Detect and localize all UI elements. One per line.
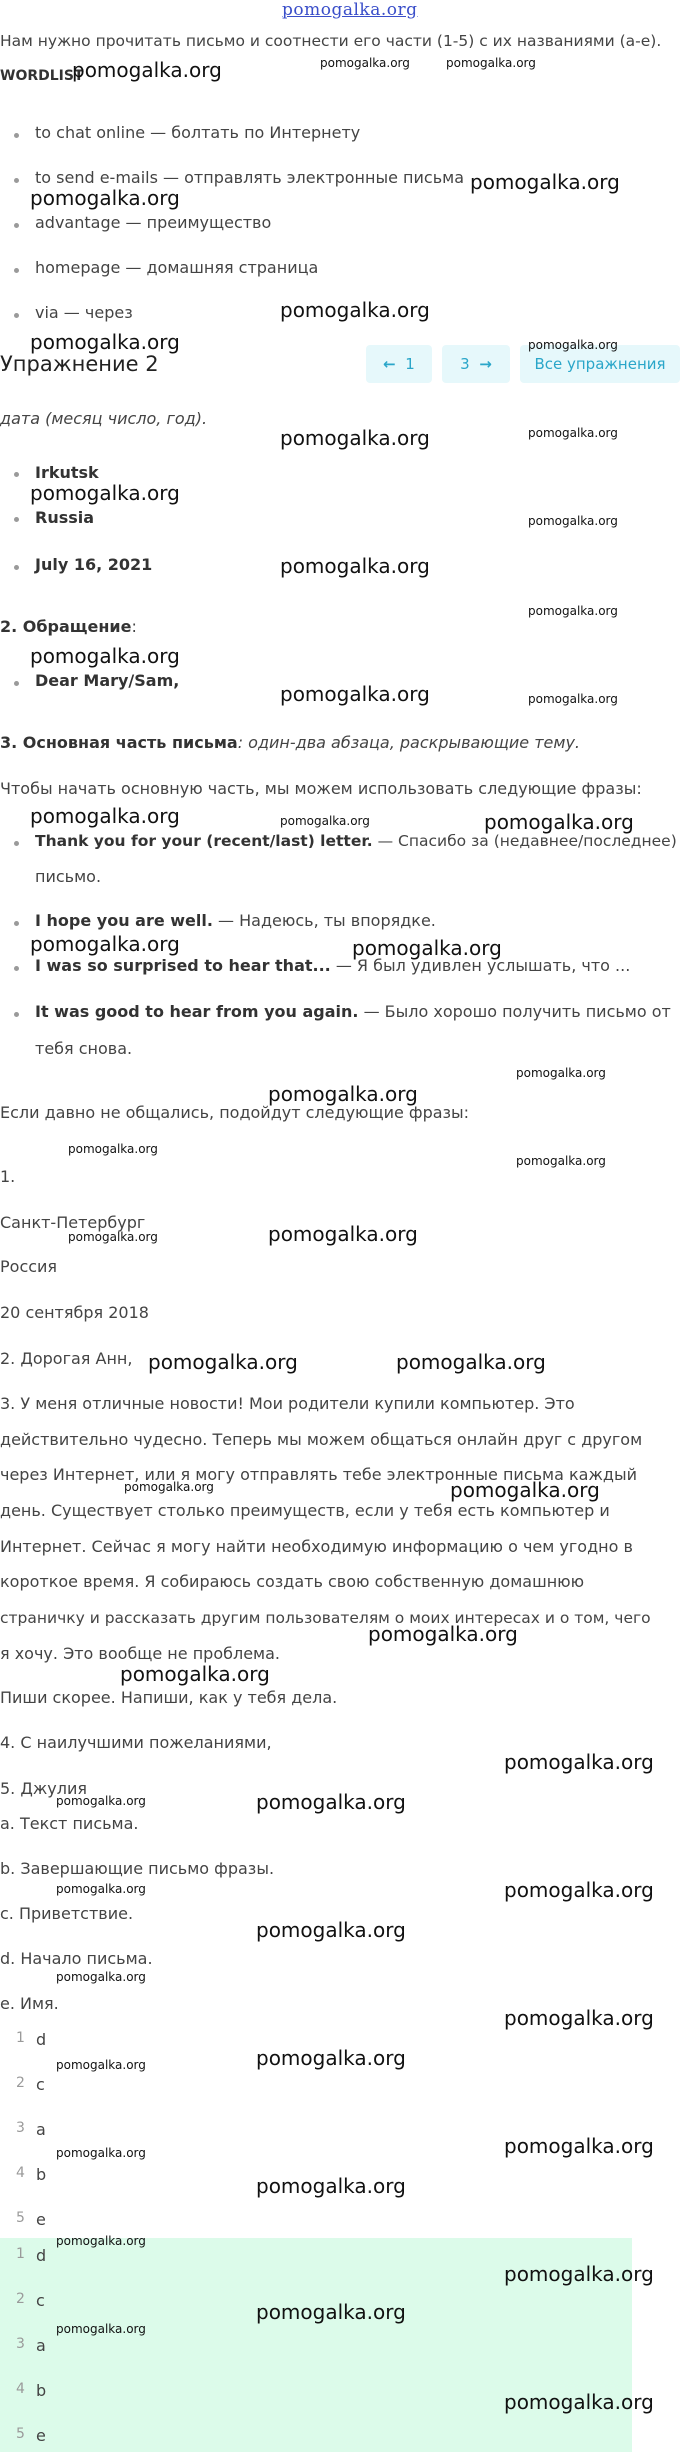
watermark: pomogalka.org <box>528 514 618 528</box>
answer-number: 2 <box>16 2075 25 2091</box>
address-item: Irkutsk <box>35 463 99 482</box>
answer-letter: c <box>36 2291 45 2310</box>
watermark: pomogalka.org <box>30 932 180 956</box>
watermark: pomogalka.org <box>280 298 430 322</box>
arrow-left-icon: ← <box>383 355 396 373</box>
answer-number: 2 <box>16 2291 25 2307</box>
phrase-item: I was so surprised to hear that... — Я был удивлен услышать, что ... <box>35 956 631 975</box>
answer-letter: d <box>36 2030 47 2049</box>
phrase-item: Thank you for your (recent/last) letter. — Спасибо за (недавнее/последнее) <box>35 832 677 850</box>
wordlist-item: to chat online — болтать по Интернету <box>35 123 361 142</box>
prev-exercise-button[interactable]: ← 1 <box>366 345 432 383</box>
option-item: b. Завершающие письмо фразы. <box>0 1859 275 1878</box>
watermark: pomogalka.org <box>504 2134 654 2158</box>
wordlist-item: advantage — преимущество <box>35 213 272 232</box>
answer-letter: e <box>36 2210 46 2229</box>
bullet <box>14 966 19 971</box>
letter-greeting: 2. Дорогая Анн, <box>0 1349 133 1368</box>
letter-body-line: я хочу. Это вообще не проблема. <box>0 1644 280 1663</box>
watermark: pomogalka.org <box>120 1662 270 1686</box>
option-item: e. Имя. <box>0 1994 59 2013</box>
date-format-text: дата (месяц число, год). <box>0 409 208 428</box>
watermark: pomogalka.org <box>68 1230 158 1244</box>
watermark: pomogalka.org <box>528 604 618 618</box>
watermark: pomogalka.org <box>320 56 410 70</box>
watermark: pomogalka.org <box>124 1480 214 1494</box>
bullet <box>14 681 19 686</box>
watermark: pomogalka.org <box>528 426 618 440</box>
answer-number: 4 <box>16 2381 25 2397</box>
answer-number: 4 <box>16 2165 25 2181</box>
watermark: pomogalka.org <box>256 1918 406 1942</box>
bullet <box>14 268 19 273</box>
watermark: pomogalka.org <box>30 481 180 505</box>
watermark: pomogalka.org <box>56 1794 146 1808</box>
bullet <box>14 178 19 183</box>
watermark: pomogalka.org <box>56 2146 146 2160</box>
next-exercise-button[interactable]: 3 → <box>442 345 510 383</box>
letter-date: 20 сентября 2018 <box>0 1303 149 1322</box>
answer-number: 3 <box>16 2120 25 2136</box>
bullet <box>14 133 19 138</box>
answer-letter: c <box>36 2075 45 2094</box>
answer-number: 5 <box>16 2210 25 2226</box>
watermark: pomogalka.org <box>280 554 430 578</box>
answer-letter: a <box>36 2120 46 2139</box>
watermark: pomogalka.org <box>528 338 618 352</box>
phrase-item: I hope you are well. — Надеюсь, ты впорядке. <box>35 911 436 930</box>
answer-letter: b <box>36 2165 47 2184</box>
letter-name: 5. Джулия <box>0 1779 87 1798</box>
answer-letter: d <box>36 2246 47 2265</box>
bullet <box>14 223 19 228</box>
exercise-title: Упражнение 2 <box>0 352 159 376</box>
watermark: pomogalka.org <box>396 1350 546 1374</box>
greeting-item: Dear Mary/Sam, <box>35 671 180 690</box>
watermark: pomogalka.org <box>484 810 634 834</box>
letter-city: Санкт-Петербург <box>0 1213 146 1232</box>
option-item: c. Приветствие. <box>0 1904 134 1923</box>
address-item: Russia <box>35 508 95 527</box>
watermark: pomogalka.org <box>30 330 180 354</box>
watermark: pomogalka.org <box>56 2234 146 2248</box>
letter-closing-line: Пиши скорее. Напиши, как у тебя дела. <box>0 1688 338 1707</box>
watermark: pomogalka.org <box>256 2300 406 2324</box>
bullet <box>14 841 19 846</box>
letter-closing: 4. С наилучшими пожеланиями, <box>0 1733 272 1752</box>
wordlist-item: to send e-mails — отправлять электронные письма <box>35 168 464 187</box>
watermark: pomogalka.org <box>256 2174 406 2198</box>
letter-body-line: короткое время. Я собираюсь создать свою собственную домашнюю <box>0 1572 585 1591</box>
date-item: July 16, 2021 <box>35 555 153 574</box>
watermark: pomogalka.org <box>280 814 370 828</box>
bullet <box>14 472 19 477</box>
answer-letter: a <box>36 2336 46 2355</box>
watermark: pomogalka.org <box>504 1750 654 1774</box>
answer-number: 1 <box>16 2030 25 2046</box>
watermark: pomogalka.org <box>30 644 180 668</box>
site-logo[interactable]: pomogalka.org <box>282 0 418 20</box>
watermark: pomogalka.org <box>504 2262 654 2286</box>
letter-body-line: через Интернет, или я могу отправлять тебе электронные письма каждый <box>0 1465 637 1484</box>
wordlist-item: via — через <box>35 303 133 322</box>
phrase-item: It was good to hear from you again. — Было хорошо получить письмо от <box>35 1002 671 1021</box>
watermark: pomogalka.org <box>30 186 180 210</box>
watermark: pomogalka.org <box>368 1622 518 1646</box>
answer-number: 5 <box>16 2426 25 2442</box>
letter-part-1: 1. <box>0 1167 16 1186</box>
watermark: pomogalka.org <box>148 1350 298 1374</box>
watermark: pomogalka.org <box>504 2006 654 2030</box>
letter-body-line: действительно чудесно. Теперь мы можем общаться онлайн друг с другом <box>0 1430 643 1449</box>
all-exercises-button[interactable]: Все упражнения <box>520 345 680 383</box>
answer-letter: e <box>36 2426 46 2445</box>
watermark: pomogalka.org <box>516 1154 606 1168</box>
letter-body-line: Интернет. Сейчас я могу найти необходимую информацию о чем угодно в <box>0 1537 633 1556</box>
option-item: a. Текст письма. <box>0 1814 139 1833</box>
letter-body-line: день. Существует столько преимуществ, если у тебя есть компьютер и <box>0 1501 610 1520</box>
watermark: pomogalka.org <box>280 426 430 450</box>
answer-number: 3 <box>16 2336 25 2352</box>
watermark: pomogalka.org <box>528 692 618 706</box>
watermark: pomogalka.org <box>470 170 620 194</box>
letter-country: Россия <box>0 1257 58 1276</box>
watermark: pomogalka.org <box>504 2390 654 2414</box>
body-heading: 3. Основная часть письма: один-два абзаца, раскрывающие тему. <box>0 733 580 752</box>
arrow-right-icon: → <box>479 355 492 373</box>
bullet <box>14 565 19 570</box>
watermark: pomogalka.org <box>256 1790 406 1814</box>
watermark: pomogalka.org <box>280 682 430 706</box>
watermark: pomogalka.org <box>446 56 536 70</box>
watermark: pomogalka.org <box>352 936 502 960</box>
option-item: d. Начало письма. <box>0 1949 153 1968</box>
long-time-intro: Если давно не общались, подойдут следующие фразы: <box>0 1103 470 1122</box>
wordlist-title: WORDLIST <box>0 68 84 84</box>
bullet <box>14 921 19 926</box>
bullet <box>14 1012 19 1017</box>
bullet <box>14 517 19 522</box>
task-text: Нам нужно прочитать письмо и соотнести его части (1-5) с их названиями (a-e). <box>0 32 662 50</box>
watermark: pomogalka.org <box>56 2322 146 2336</box>
watermark: pomogalka.org <box>504 1878 654 1902</box>
answer-number: 1 <box>16 2246 25 2262</box>
watermark: pomogalka.org <box>72 58 222 82</box>
watermark: pomogalka.org <box>56 2058 146 2072</box>
letter-body-line: 3. У меня отличные новости! Мои родители купили компьютер. Это <box>0 1394 575 1413</box>
watermark: pomogalka.org <box>450 1478 600 1502</box>
phrase-item-cont: письмо. <box>35 867 102 886</box>
wordlist-item: homepage — домашняя страница <box>35 258 319 277</box>
bullet <box>14 313 19 318</box>
watermark: pomogalka.org <box>516 1066 606 1080</box>
phrases-intro: Чтобы начать основную часть, мы можем использовать следующие фразы: <box>0 779 642 798</box>
greeting-heading: 2. Обращение: <box>0 617 137 636</box>
letter-body-line: страничку и рассказать другим пользователям о моих интересах и о том, чего <box>0 1609 651 1627</box>
answer-letter: b <box>36 2381 47 2400</box>
watermark: pomogalka.org <box>268 1222 418 1246</box>
watermark: pomogalka.org <box>68 1142 158 1156</box>
watermark: pomogalka.org <box>256 2046 406 2070</box>
watermark: pomogalka.org <box>268 1082 418 1106</box>
watermark: pomogalka.org <box>56 1970 146 1984</box>
watermark: pomogalka.org <box>56 1882 146 1896</box>
phrase-item-cont: тебя снова. <box>35 1039 133 1058</box>
watermark: pomogalka.org <box>30 804 180 828</box>
